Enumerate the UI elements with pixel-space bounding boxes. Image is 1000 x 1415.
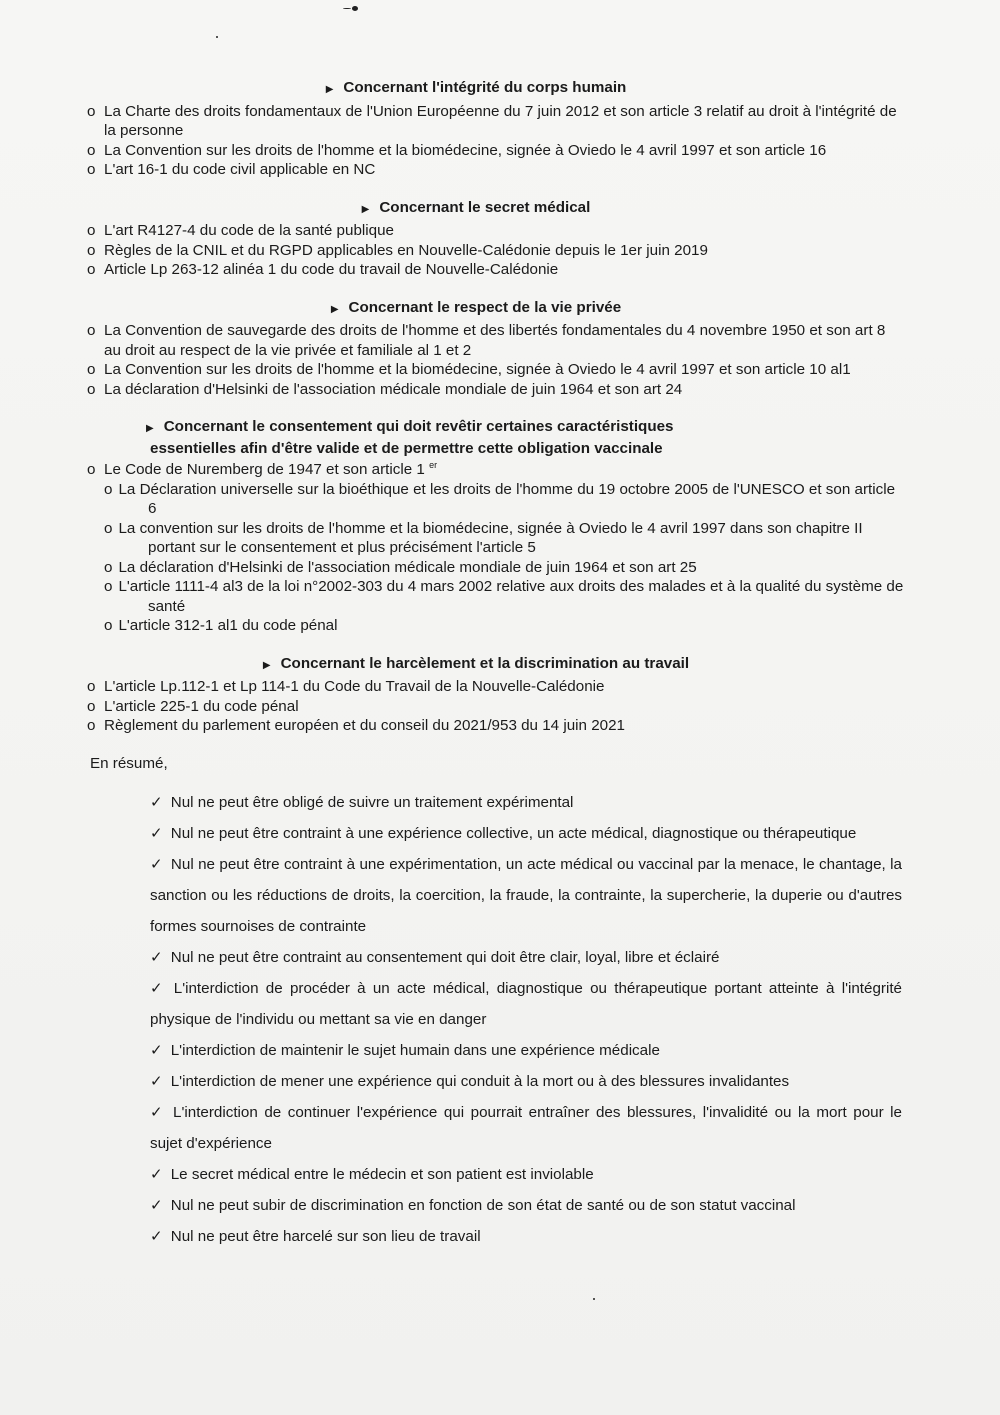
document-body (86, 78, 906, 1252)
circle-bullet-icon: o (87, 697, 96, 715)
summary-point: ✓ Nul ne peut être contraint au consentement qui doit être clair, loyal, libre et éclairé (150, 949, 720, 966)
circle-bullet-icon: o (87, 161, 96, 178)
list-item: o La Convention sur les droits de l'homme et la biomédecine, signée à Oviedo le 4 avril 1997 et son article 10 al1 (87, 361, 851, 378)
checkmark-icon: ✓ (150, 1073, 163, 1090)
checkmark-icon: ✓ (150, 1228, 163, 1245)
arrow-bullet-icon: ▶ (361, 203, 370, 215)
section-heading: ▶ Concernant le harcèlement et la discrimination au travail (262, 654, 690, 672)
list-item: o Le Code de Nuremberg de 1947 et son article 1 $^{er}$ (87, 459, 438, 478)
summary-point: ✓ Nul ne peut être obligé de suivre un traitement expérimental (150, 794, 574, 811)
circle-bullet-icon: o (104, 617, 113, 634)
circle-bullet-icon: o (87, 141, 96, 159)
circle-bullet-icon: o (87, 678, 96, 695)
checkmark-icon: ✓ (150, 1166, 163, 1183)
summary-point: ✓ L'interdiction de procéder à un acte médical, diagnostique ou thérapeutique portant atteinte à l'intégrité physique de l'individu ou mettant sa vie en danger (150, 980, 902, 1028)
scan-speck (343, 8, 351, 9)
list-item: o La Déclaration universelle sur la bioéthique et les droits de l'homme du 19 octobre 2005 de l'UNESCO et son article 6 (104, 480, 896, 517)
circle-bullet-icon: o (87, 717, 96, 734)
list-item: o Règlement du parlement européen et du conseil du 2021/953 du 14 juin 2021 (87, 717, 625, 734)
list-item: o Règles de la CNIL et du RGPD applicables en Nouvelle-Calédonie depuis le 1er juin 2019 (87, 241, 708, 259)
checkmark-icon: ✓ (150, 1042, 163, 1059)
circle-bullet-icon: o (87, 241, 96, 259)
checkmark-icon: ✓ (150, 980, 166, 997)
scan-speck (593, 1298, 595, 1300)
list-item: o La convention sur les droits de l'homme et la biomédecine, signée à Oviedo le 4 avril 1997 dans son chapitre II portant sur le consentement et plus précisément l'article 5 (104, 519, 863, 556)
circle-bullet-icon: o (87, 380, 96, 398)
circle-bullet-icon: o (104, 558, 113, 576)
list-item: o La Convention sur les droits de l'homme et la biomédecine, signée à Oviedo le 4 avril 1997 et son article 16 (87, 141, 827, 159)
circle-bullet-icon: o (87, 322, 96, 339)
section-harcelement (86, 654, 906, 736)
summary-intro: En résumé, (90, 754, 168, 772)
checkmark-icon: ✓ (150, 1104, 166, 1121)
list-item: o L'art 16-1 du code civil applicable en NC (87, 161, 376, 178)
circle-bullet-icon: o (87, 222, 96, 239)
circle-bullet-icon: o (87, 461, 96, 478)
circle-bullet-icon: o (104, 519, 113, 537)
list-item: o L'article 312-1 al1 du code pénal (104, 617, 338, 634)
arrow-bullet-icon: ▶ (262, 659, 271, 671)
list-item: o La Convention de sauvegarde des droits de l'homme et des libertés fondamentales du 4 novembre 1950 et son art 8 au droit au respect de la vie privée et familiale al 1 et 2 (87, 322, 886, 359)
summary-point: ✓ Nul ne peut être contraint à une expérimentation, un acte médical ou vaccinal par la menace, le chantage, la sanction ou les réductions de droits, la coercition, la fraude, la contrainte, la supercherie, la duperie ou d'autres formes sournoises de contrainte (150, 856, 902, 935)
checkmark-icon: ✓ (150, 1197, 163, 1214)
list-item: o L'article 225-1 du code pénal (87, 697, 299, 715)
summary-point: ✓ L'interdiction de mener une expérience qui conduit à la mort ou à des blessures invalidantes (150, 1073, 790, 1090)
list-item: o La déclaration d'Helsinki de l'association médicale mondiale de juin 1964 et son art 25 (104, 558, 697, 576)
section-integrite (86, 78, 906, 180)
summary-point: ✓ Le secret médical entre le médecin et son patient est inviolable (150, 1166, 594, 1183)
summary-point: ✓ Nul ne peut être contraint à une expérience collective, un acte médical, diagnostique ou thérapeutique (150, 825, 857, 842)
list-item: o L'art R4127-4 du code de la santé publique (87, 222, 394, 239)
summary-list (86, 787, 902, 1252)
circle-bullet-icon: o (104, 578, 113, 595)
section-heading: ▶ Concernant le secret médical (361, 198, 591, 216)
section-secret-medical (86, 198, 906, 280)
checkmark-icon: ✓ (150, 949, 163, 966)
list-item: o La déclaration d'Helsinki de l'association médicale mondiale de juin 1964 et son art 24 (87, 380, 683, 398)
section-vie-privee (86, 298, 906, 400)
section-heading: ▶ Concernant l'intégrité du corps humain (325, 79, 627, 96)
list-item: o La Charte des droits fondamentaux de l'Union Européenne du 7 juin 2012 et son article 3 relatif au droit à l'intégrité de la personne (87, 102, 897, 139)
list-item: o L'article 1111-4 al3 de la loi n°2002-303 du 4 mars 2002 relative aux droits des malades et à la qualité du système de santé (104, 578, 904, 615)
summary-point: ✓ Nul ne peut subir de discrimination en fonction de son état de santé ou de son statut vaccinal (150, 1197, 796, 1214)
summary-point: ✓ L'interdiction de maintenir le sujet humain dans une expérience médicale (150, 1042, 660, 1059)
list-item: o L'article Lp.112-1 et Lp 114-1 du Code du Travail de la Nouvelle-Calédonie (87, 678, 605, 695)
summary-point: ✓ Nul ne peut être harcelé sur son lieu de travail (150, 1228, 481, 1245)
arrow-bullet-icon: ▶ (146, 423, 154, 434)
scan-speck (352, 6, 358, 11)
checkmark-icon: ✓ (150, 794, 163, 811)
section-heading: ▶ Concernant le consentement qui doit revêtir certaines caractéristiques essentielles afin d'être valide et de permettre cette obligation vaccinale (146, 418, 674, 457)
arrow-bullet-icon: ▶ (325, 84, 334, 95)
list-item: o Article Lp 263-12 alinéa 1 du code du travail de Nouvelle-Calédonie (87, 261, 559, 278)
section-consentement (86, 417, 906, 636)
arrow-bullet-icon: ▶ (330, 303, 339, 315)
circle-bullet-icon: o (87, 261, 96, 278)
checkmark-icon: ✓ (150, 856, 163, 873)
section-heading: ▶ Concernant le respect de la vie privée (330, 298, 622, 316)
circle-bullet-icon: o (87, 361, 96, 378)
circle-bullet-icon: o (104, 480, 113, 498)
circle-bullet-icon: o (87, 102, 96, 120)
summary-point: ✓ L'interdiction de continuer l'expérience qui pourrait entraîner des blessures, l'invalidité ou la mort pour le sujet d'expérience (150, 1104, 902, 1152)
checkmark-icon: ✓ (150, 825, 163, 842)
scan-speck (216, 36, 218, 38)
